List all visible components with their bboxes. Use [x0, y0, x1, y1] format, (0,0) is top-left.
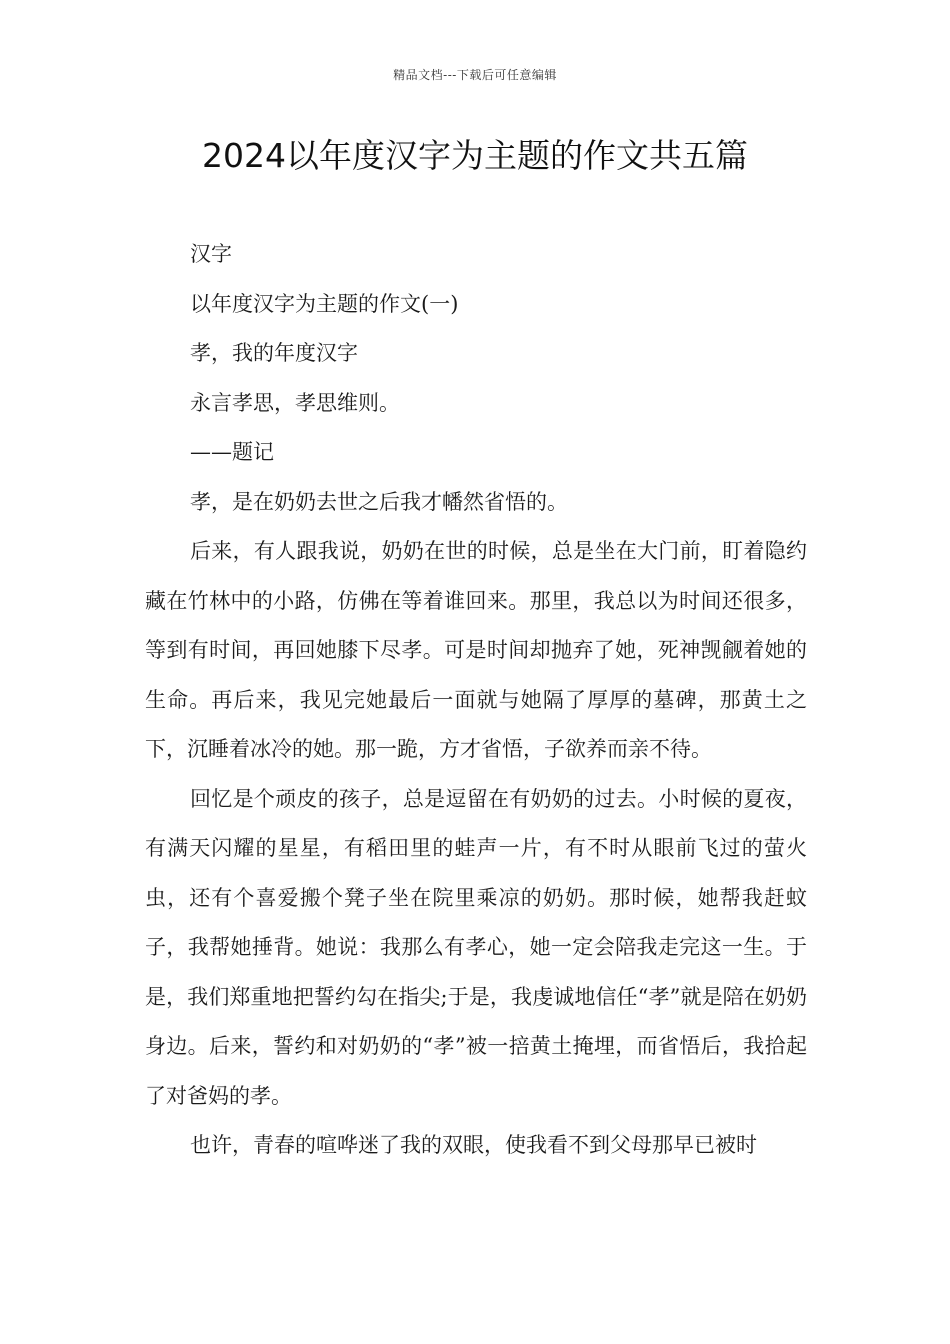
paragraph: 也许，青春的喧哗迷了我的双眼，使我看不到父母那早已被时	[190, 1133, 757, 1157]
epigraph-source: ——题记	[190, 440, 274, 464]
section-heading: 以年度汉字为主题的作文(一)	[190, 291, 459, 316]
paragraph: 回忆是个顽皮的孩子，总是逗留在有奶奶的过去。小时候的夏夜，有满天闪耀的星星，有稻田里的蛙声一片，有不时从眼前飞过的萤火虫，还有个喜爱搬个凳子坐在院里乘凉的奶奶。那时候，她帮我赶蚊子，我帮她捶背。她说：我那么有孝心，她一定会陪我走完这一生。于是，我们郑重地把誓约勾在指尖;于是，我虔诚地信任“孝”就是陪在奶奶身边。后来，誓约和对奶奶的“孝”被一掊黄土掩埋，而省悟后，我拾起了对爸妈的孝。	[145, 786, 807, 1108]
document-body	[145, 230, 807, 1171]
text-line: 孝，是在奶奶去世之后我才幡然省悟的。	[190, 489, 568, 514]
paragraph: 后来，有人跟我说，奶奶在世的时候，总是坐在大门前，盯着隐约藏在竹林中的小路，仿佛在等着谁回来。那里，我总以为时间还很多，等到有时间，再回她膝下尽孝。可是时间却抛弃了她，死神觊觎着她的生命。再后来，我见完她最后一面就与她隔了厚厚的墓碑，那黄土之下，沉睡着冰冷的她。那一跪，方才省悟，子欲养而亲不待。	[145, 539, 807, 761]
document-title: 2024以年度汉字为主题的作文共五篇	[202, 136, 748, 175]
header-note: 精品文档---下载后可任意编辑	[393, 68, 557, 82]
essay-title: 孝，我的年度汉字	[190, 341, 358, 365]
epigraph: 永言孝思，孝思维则。	[190, 390, 400, 415]
text-line: 汉字	[190, 242, 232, 266]
